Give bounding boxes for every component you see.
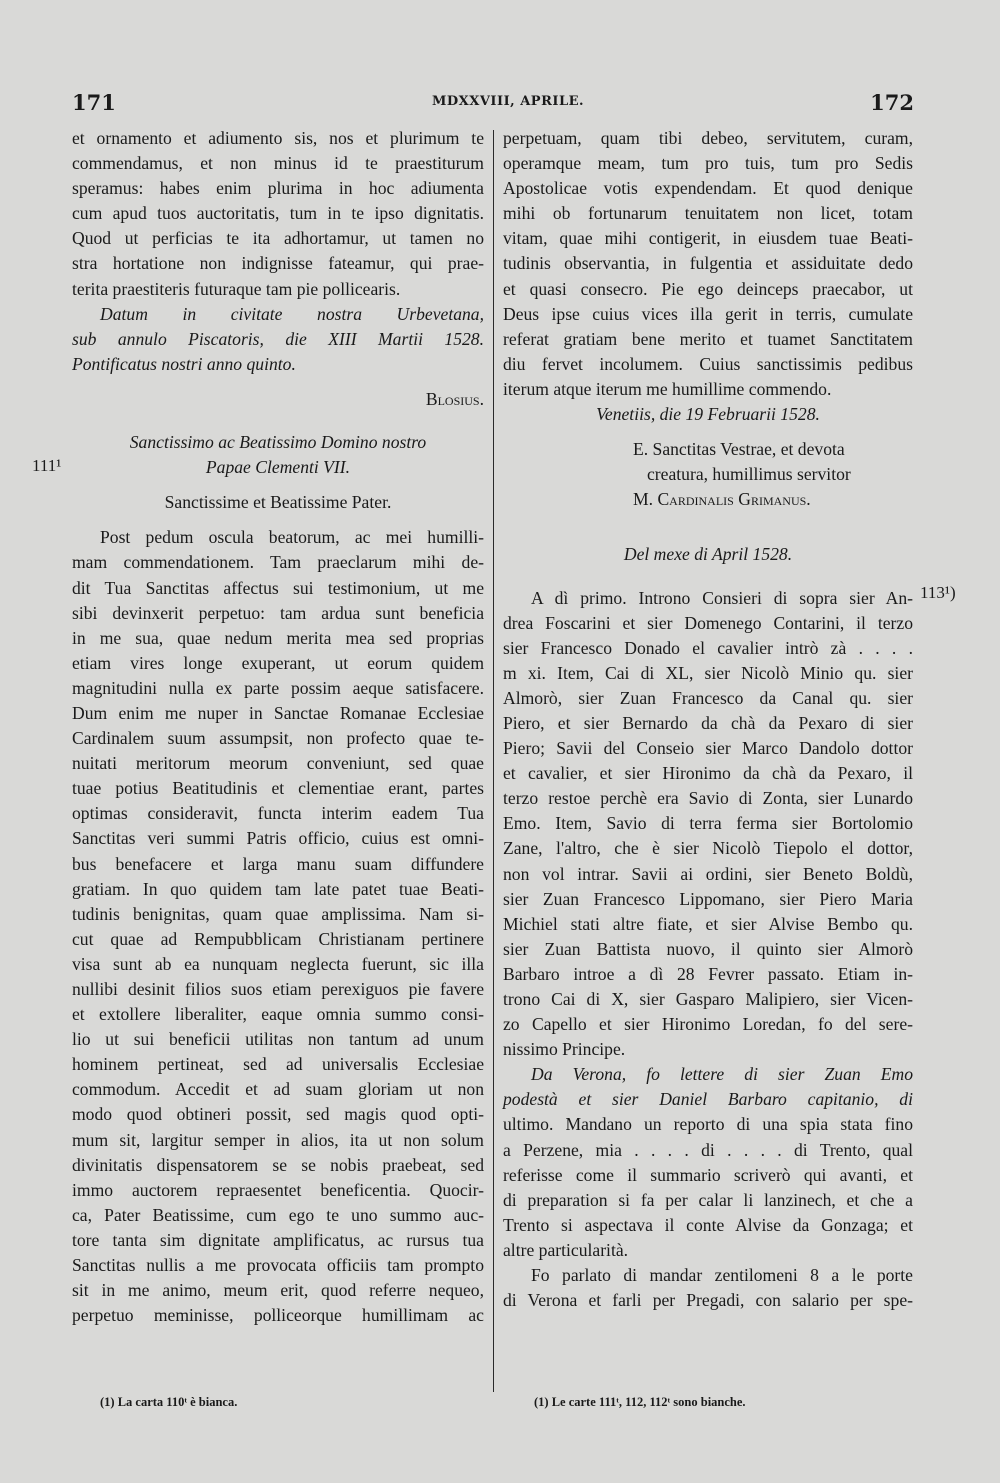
- footnote-right: (1) Le carte 111ᵗ, 112, 112ᵗ sono bianche.: [534, 1395, 746, 1409]
- text-line: modo quod obtineri possit, sed magis quod opti-: [72, 1104, 484, 1125]
- text-line: referisse come il summario scriverò qui avanti, et: [503, 1164, 913, 1185]
- text-line: tudinis benignitas, quam quae amplissima. Nam si-: [72, 903, 484, 924]
- text-line: bus benefacere et larga manu suam diffundere: [72, 853, 484, 874]
- text-line: sier Zuan Francesco Lippomano, sier Piero Maria: [503, 888, 913, 909]
- text-line: vitam, quae mihi contigerit, in eiusdem tuae Beati-: [503, 228, 913, 249]
- text-line: terita praestiteris futuraque tam pie pollicearis.: [72, 278, 401, 299]
- salutation: Sanctissime et Beatissime Pater.: [164, 492, 392, 513]
- text-line: mam commendationem. Tam praeclarum mihi de-: [72, 552, 484, 573]
- text-line: et ornamento et adiumento sis, nos et plurimum te: [72, 128, 484, 148]
- right-column: [503, 126, 913, 1313]
- text-line: perpetuam, quam tibi debeo, servitutem, curam,: [503, 128, 913, 148]
- text-line: mum sit, largitur semper in alios, ita ut non solum: [72, 1129, 484, 1150]
- datum-block: [72, 302, 484, 377]
- text-line: Sanctissimo ac Beatissimo Domino nostro: [129, 432, 427, 453]
- section-title: Del mexe di April 1528.: [623, 544, 793, 565]
- text-line: etiam vires longe exuperant, ut eorum quidem: [72, 652, 484, 673]
- text-line: E. Sanctitas Vestrae, et devota: [633, 439, 845, 460]
- margin-note-right: 113¹): [920, 583, 956, 602]
- right-page-number: 172: [870, 90, 914, 115]
- text-line: ca, Pater Beatissime, cum ego te uno summo auc-: [72, 1204, 484, 1225]
- text-line: zo Capello et sier Hironimo Loredan, fo del sere-: [503, 1014, 913, 1035]
- text-line: nissimo Principe.: [503, 1039, 626, 1060]
- text-line: Trento si aspectava il conte Alvise da Gonzaga; et: [503, 1214, 913, 1235]
- text-line: referat gratiam bene merito et tuamet Sanctitatem: [503, 328, 913, 349]
- text-line: sit in me animo, meum erit, quod referre nequeo,: [72, 1280, 484, 1301]
- footnote-left: (1) La carta 110ᵗ è bianca.: [100, 1395, 238, 1409]
- text-line: sibi devinxerit perpetuo: tam ardua sunt beneficia: [72, 602, 484, 623]
- text-line: hominem pertineat, sed ad universalis Ecclesiae: [72, 1054, 484, 1075]
- paragraph: [72, 126, 484, 302]
- text-line: commendamus, et non minus id te praestiturum: [72, 153, 484, 174]
- text-line: Piero, et sier Bernardo da chà da Pexaro di sier: [503, 712, 913, 733]
- text-line: optimas consideravit, functa interim eadem Tua: [72, 803, 484, 824]
- text-line: divinitatis dispensatorem se se nobis praebeat, sed: [72, 1154, 484, 1175]
- text-line: cut quae ad Rempubblicam Christianam pertinere: [72, 928, 484, 949]
- text-line: nuitati meritorum meorum conveniunt, sed quae: [72, 753, 484, 774]
- left-column: [72, 126, 484, 1328]
- text-line: gratiam. In quo quidem tam late patet tuae Beati-: [72, 878, 484, 899]
- text-line: Emo. Item, Savio di terra ferma sier Bortolomio: [503, 813, 913, 834]
- text-line: di preparation si fa per calar li lanzinech, et che a: [503, 1189, 913, 1210]
- text-line: magnitudini nulla ex parte possim aeque satisfacere.: [72, 677, 484, 698]
- text-line: Apostolicae votis expendendam. Et quod denique: [503, 178, 913, 199]
- text-line: podestà et sier Daniel Barbaro capitanio, di: [503, 1089, 913, 1110]
- text-line: tuae potius Beatitudinis et clementiae erant, partes: [72, 778, 484, 799]
- paragraph: [503, 126, 913, 402]
- text-line: Almorò, sier Zuan Francesco da Canal qu. sier: [503, 687, 913, 708]
- text-line: tudinis observantia, in fulgentia et assiduitate dedo: [503, 253, 913, 274]
- text-line: di Verona et farli per Pregadi, con salario per spe-: [503, 1290, 913, 1311]
- text-line: nullibi desinit filios suos etiam perexiguos pie favere: [72, 979, 484, 999]
- text-line: drea Foscarini et sier Domenego Contarini, il terzo: [503, 612, 913, 633]
- text-line: Fo parlato di mandar zentilomeni 8 a le porte: [531, 1265, 913, 1286]
- text-line: ultimo. Mandano un reporto di una spia stata fino: [503, 1114, 913, 1135]
- paragraph: [72, 525, 484, 1328]
- text-line: Deus ipse cuius vices illa gerit in terris, cumulate: [503, 303, 913, 324]
- text-line: mihi ob fortunarum tenuitatem non licet, totam: [503, 203, 913, 224]
- text-line: terzo restoe perchè era Savio di Zonta, sier Lunardo: [503, 788, 913, 809]
- paragraph: [503, 1062, 913, 1263]
- text-line: perpetuo meminisse, polliceorque humillimam ac: [72, 1305, 484, 1326]
- text-line: commodum. Accedit et ad suam gloriam ut non: [72, 1079, 484, 1100]
- text-line: sub annulo Piscatoris, die XIII Martii 1528.: [72, 328, 484, 349]
- text-line: Zane, l'altro, che è sier Nicolò Tiepolo el dottor,: [503, 838, 913, 859]
- text-line: sier Francesco Donado el cavalier intrò zà . . . .: [503, 637, 913, 658]
- text-line: Cardinalem suum assumpsit, non profecto quae te-: [72, 728, 484, 749]
- text-line: altre particularità.: [503, 1239, 629, 1260]
- running-title: MDXXVIII, APRILE.: [432, 94, 585, 109]
- signature-grimanus: [503, 437, 913, 512]
- text-line: trono Cai di X, sier Gasparo Malipiero, sier Vicen-: [503, 989, 913, 1009]
- paragraph: [503, 1263, 913, 1313]
- running-head: [72, 90, 914, 114]
- text-line: cum apud tuos auctoritatis, tum in te ipso dignitatis.: [72, 203, 484, 224]
- text-line: lio ut sui beneficii utilitas non tantum ad unum: [72, 1029, 484, 1050]
- text-line: a Perzene, mia . . . . di . . . . di Trento, qual: [503, 1139, 913, 1160]
- paragraph: [503, 586, 913, 1063]
- text-line: non vol intrar. Savii ai ordini, sier Beneto Boldù,: [503, 863, 913, 884]
- text-line: tore tanta sim dignitate amplificatus, ac rursus tua: [72, 1229, 484, 1250]
- text-line: immo auctorem repraesentet beneficentia. Quocir-: [72, 1179, 484, 1200]
- text-line: A dì primo. Introno Consieri di sopra sier An-: [531, 587, 913, 608]
- text-line: Barbaro introe a dì 28 Fevrer passato. Etiam in-: [503, 963, 913, 984]
- text-line: et extollere liberaliter, eaque omnia summo consi-: [72, 1004, 484, 1025]
- text-line: Post pedum oscula beatorum, ac mei humilli-: [100, 527, 484, 548]
- text-line: Dum enim me nuper in Sanctae Romanae Ecclesiae: [72, 702, 484, 723]
- text-line: Sanctitas nullis a me provocata officiis tam prompto: [72, 1255, 484, 1276]
- text-line: sier Zuan Battista nuovo, il quinto sier Almorò: [503, 938, 913, 959]
- text-line: in me sua, quae nedum merita mea sed proprias: [72, 627, 484, 648]
- text-line: speramus: habes enim plurima in hoc adiumenta: [72, 178, 484, 199]
- address-heading: [72, 430, 484, 480]
- left-page-number: 171: [72, 90, 116, 115]
- text-line: visa sunt ab ea nunquam neglecta fuerunt, sic illa: [72, 953, 484, 974]
- text-line: Michiel stati altre fiate, et sier Alvise Bembo qu.: [503, 913, 913, 934]
- text-line: Piero; Savii del Conseio sier Marco Dandolo dottor: [503, 738, 913, 759]
- text-line: Da Verona, fo lettere di sier Zuan Emo: [531, 1064, 913, 1085]
- text-line: Pontificatus nostri anno quinto.: [72, 353, 296, 374]
- text-line: stra hortatione non indignisse fateamur, qui prae-: [72, 253, 484, 274]
- text-line: operamque meam, tum pro tuis, tum pro Sedis: [503, 153, 913, 174]
- text-line: creatura, humillimus servitor: [647, 464, 851, 485]
- text-line: diu fervet incolumem. Cuius sanctissimis pedibus: [503, 353, 913, 374]
- text-line: Sanctitas veri summi Patris officio, cuius est omni-: [72, 828, 484, 849]
- text-line: iterum atque iterum me humillime commendo.: [503, 378, 832, 399]
- text-line: Papae Clementi VII.: [205, 457, 351, 478]
- text-line: Datum in civitate nostra Urbevetana,: [100, 303, 484, 324]
- text-line: Quod ut perficias te ita adhortamur, ut tamen no: [72, 228, 484, 249]
- signature-blosius: Blosius.: [425, 388, 484, 409]
- text-line: M. Cardinalis Grimanus.: [633, 489, 811, 510]
- letter-date: Venetiis, die 19 Februarii 1528.: [596, 404, 820, 425]
- text-line: et cavalier, et sier Hironimo da chà da Pexaro, il: [503, 763, 913, 784]
- text-line: et quasi consecro. Pie ego deinceps praecabor, ut: [503, 278, 913, 299]
- text-line: dit Tua Sanctitas affectus sui testimonium, ut me: [72, 577, 484, 598]
- column-divider: [493, 130, 494, 1392]
- margin-note-left: 111¹: [32, 456, 62, 475]
- text-line: m xi. Item, Cai di XL, sier Nicolò Minio qu. sier: [503, 662, 913, 683]
